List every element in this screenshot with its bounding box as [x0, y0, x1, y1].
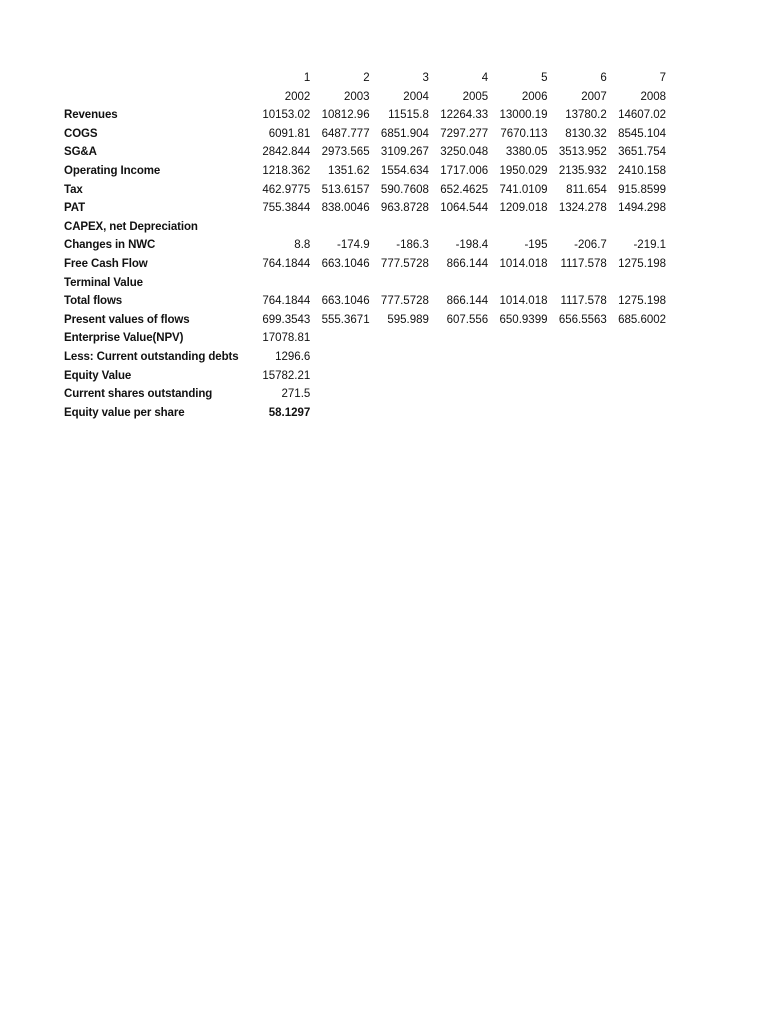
empty-cell	[311, 329, 370, 348]
value-cell: 1494.298	[618, 202, 667, 215]
value-cell: 1275.198	[618, 257, 667, 270]
table-row	[64, 125, 667, 144]
value-cell: 3380.05	[505, 146, 548, 159]
value-cell: 963.8728	[380, 202, 429, 215]
year-cell: 2003	[344, 90, 370, 103]
empty-cell	[548, 404, 607, 423]
value-cell	[489, 274, 548, 293]
valuation-table-body	[64, 69, 667, 422]
row-label: Changes in NWC	[64, 239, 156, 252]
value-cell: 652.4625	[440, 183, 489, 196]
value-cell: 699.3543	[262, 313, 311, 326]
value-cell	[430, 218, 489, 237]
value-cell: 1717.006	[440, 164, 489, 177]
summary-value: 1296.6	[275, 350, 311, 363]
value-cell: 607.556	[446, 313, 489, 326]
summary-label: Current shares outstanding	[64, 388, 213, 401]
empty-cell	[430, 329, 489, 348]
empty-cell	[608, 329, 667, 348]
table-row	[64, 255, 667, 274]
value-cell	[608, 218, 667, 237]
empty-cell	[489, 329, 548, 348]
empty-cell	[548, 385, 607, 404]
empty-cell	[548, 329, 607, 348]
value-cell: 3513.952	[558, 146, 607, 159]
year-row	[64, 88, 667, 107]
empty-cell	[608, 385, 667, 404]
row-label: SG&A	[64, 146, 97, 159]
value-cell: 1324.278	[558, 202, 607, 215]
summary-label: Equity value per share	[64, 406, 185, 419]
value-cell: 10153.02	[262, 109, 311, 122]
empty-cell	[548, 348, 607, 367]
value-cell: 2973.565	[321, 146, 370, 159]
value-cell	[311, 274, 370, 293]
value-cell: -198.4	[455, 239, 489, 252]
table-row	[64, 162, 667, 181]
value-cell: 1014.018	[499, 295, 548, 308]
value-cell: 656.5563	[558, 313, 607, 326]
empty-cell	[371, 385, 430, 404]
value-cell: 10812.96	[321, 109, 370, 122]
value-cell: 12264.33	[440, 109, 489, 122]
value-cell: 1117.578	[560, 257, 607, 270]
empty-cell	[371, 367, 430, 386]
value-cell: 2410.158	[618, 164, 667, 177]
summary-value: 58.1297	[268, 406, 311, 419]
period-number-cell: 7	[659, 72, 667, 84]
year-cell: 2007	[581, 90, 607, 103]
table-row	[64, 143, 667, 162]
empty-cell	[489, 385, 548, 404]
year-cell: 2005	[462, 90, 489, 103]
value-cell: 7297.277	[440, 127, 489, 140]
value-cell: 1351.62	[328, 164, 370, 177]
empty-cell	[548, 367, 607, 386]
value-cell: 3651.754	[618, 146, 667, 159]
empty-cell	[430, 367, 489, 386]
value-cell: 650.9399	[499, 313, 548, 326]
value-cell	[371, 218, 430, 237]
summary-row	[64, 404, 667, 423]
year-cell: 2002	[284, 90, 311, 103]
value-cell	[548, 218, 607, 237]
empty-cell	[64, 88, 252, 107]
value-cell: -195	[524, 239, 548, 252]
year-cell: 2008	[640, 90, 667, 103]
summary-label: Less: Current outstanding debts	[64, 350, 239, 363]
value-cell: 1209.018	[499, 202, 548, 215]
value-cell: 14607.02	[618, 109, 667, 122]
value-cell	[371, 274, 430, 293]
value-cell: 1275.198	[618, 295, 667, 308]
row-label: COGS	[64, 127, 98, 140]
value-cell: 685.6002	[618, 313, 667, 326]
value-cell: 595.989	[387, 313, 429, 326]
row-label: Tax	[64, 183, 83, 196]
value-cell: 866.144	[446, 295, 489, 308]
period-number-row	[64, 69, 667, 88]
summary-row	[64, 329, 667, 348]
value-cell: 741.0109	[499, 183, 548, 196]
summary-row	[64, 385, 667, 404]
value-cell: 838.0046	[321, 202, 370, 215]
value-cell: 764.1844	[262, 257, 311, 270]
summary-value: 15782.21	[262, 369, 311, 382]
period-number-cell: 4	[481, 72, 489, 84]
value-cell: 777.5728	[380, 295, 429, 308]
row-label: Present values of flows	[64, 313, 190, 326]
summary-row	[64, 348, 667, 367]
summary-row	[64, 367, 667, 386]
empty-cell	[371, 404, 430, 423]
table-row	[64, 274, 667, 293]
row-label: Free Cash Flow	[64, 257, 148, 270]
period-number-cell: 5	[541, 72, 548, 84]
value-cell: 2842.844	[262, 146, 311, 159]
value-cell: 6851.904	[380, 127, 429, 140]
empty-cell	[311, 348, 370, 367]
empty-cell	[430, 348, 489, 367]
table-row	[64, 236, 667, 255]
empty-cell	[311, 385, 370, 404]
empty-cell	[311, 404, 370, 423]
empty-cell	[430, 404, 489, 423]
valuation-table	[64, 69, 667, 422]
empty-cell	[608, 348, 667, 367]
value-cell: 866.144	[446, 257, 489, 270]
period-number-cell: 2	[363, 72, 370, 84]
value-cell: -206.7	[574, 239, 607, 252]
empty-cell	[64, 69, 252, 88]
value-cell: 7670.113	[500, 127, 548, 140]
value-cell: 1064.544	[440, 202, 489, 215]
empty-cell	[489, 367, 548, 386]
value-cell: -219.1	[633, 239, 667, 252]
empty-cell	[608, 404, 667, 423]
table-row	[64, 106, 667, 125]
value-cell: 1218.362	[262, 164, 311, 177]
value-cell: 6091.81	[268, 127, 311, 140]
row-label: Operating Income	[64, 164, 161, 177]
row-label: PAT	[64, 202, 85, 215]
period-number-cell: 3	[422, 72, 429, 84]
table-row	[64, 218, 667, 237]
empty-cell	[489, 348, 548, 367]
row-label: Total flows	[64, 295, 123, 308]
value-cell: 13000.19	[499, 109, 548, 122]
year-cell: 2006	[521, 90, 548, 103]
value-cell: 764.1844	[262, 295, 311, 308]
value-cell	[608, 274, 667, 293]
period-number-cell: 1	[303, 72, 311, 84]
empty-cell	[311, 367, 370, 386]
value-cell	[548, 274, 607, 293]
empty-cell	[371, 348, 430, 367]
period-number-cell: 6	[600, 72, 607, 84]
value-cell: 755.3844	[262, 202, 311, 215]
value-cell: 2135.932	[558, 164, 607, 177]
year-cell: 2004	[403, 90, 429, 103]
value-cell: 3250.048	[440, 146, 489, 159]
value-cell: 8545.104	[618, 127, 667, 140]
value-cell	[252, 274, 311, 293]
value-cell: 8.8	[294, 239, 311, 252]
value-cell: 13780.2	[565, 109, 607, 122]
table-row	[64, 311, 667, 330]
table-row	[64, 199, 667, 218]
value-cell: -174.9	[336, 239, 370, 252]
row-label: Terminal Value	[64, 276, 143, 289]
row-label: Revenues	[64, 109, 118, 122]
value-cell: 1014.018	[499, 257, 548, 270]
value-cell: 777.5728	[380, 257, 429, 270]
value-cell: 811.654	[566, 183, 607, 196]
value-cell	[489, 218, 548, 237]
summary-label: Enterprise Value(NPV)	[64, 332, 184, 345]
value-cell: 11515.8	[388, 109, 429, 122]
empty-cell	[371, 329, 430, 348]
empty-cell	[430, 385, 489, 404]
empty-cell	[608, 367, 667, 386]
value-cell: 6487.777	[321, 127, 370, 140]
row-label: CAPEX, net Depreciation	[64, 220, 198, 233]
value-cell: 3109.267	[380, 146, 429, 159]
value-cell: 663.1046	[321, 295, 370, 308]
summary-value: 271.5	[281, 388, 311, 401]
value-cell: 1950.029	[499, 164, 548, 177]
value-cell	[311, 218, 370, 237]
value-cell: 8130.32	[565, 127, 607, 140]
table-row	[64, 292, 667, 311]
value-cell: 462.9775	[262, 183, 311, 196]
empty-cell	[489, 404, 548, 423]
value-cell: 513.6157	[321, 183, 370, 196]
summary-value: 17078.81	[262, 332, 311, 345]
value-cell: 1554.634	[380, 164, 429, 177]
value-cell: -186.3	[396, 239, 429, 252]
value-cell: 915.8599	[618, 183, 667, 196]
value-cell: 1117.578	[560, 295, 607, 308]
value-cell: 663.1046	[321, 257, 370, 270]
value-cell: 555.3671	[321, 313, 370, 326]
value-cell	[430, 274, 489, 293]
value-cell: 590.7608	[380, 183, 429, 196]
value-cell	[252, 218, 311, 237]
summary-label: Equity Value	[64, 369, 132, 382]
table-row	[64, 181, 667, 200]
